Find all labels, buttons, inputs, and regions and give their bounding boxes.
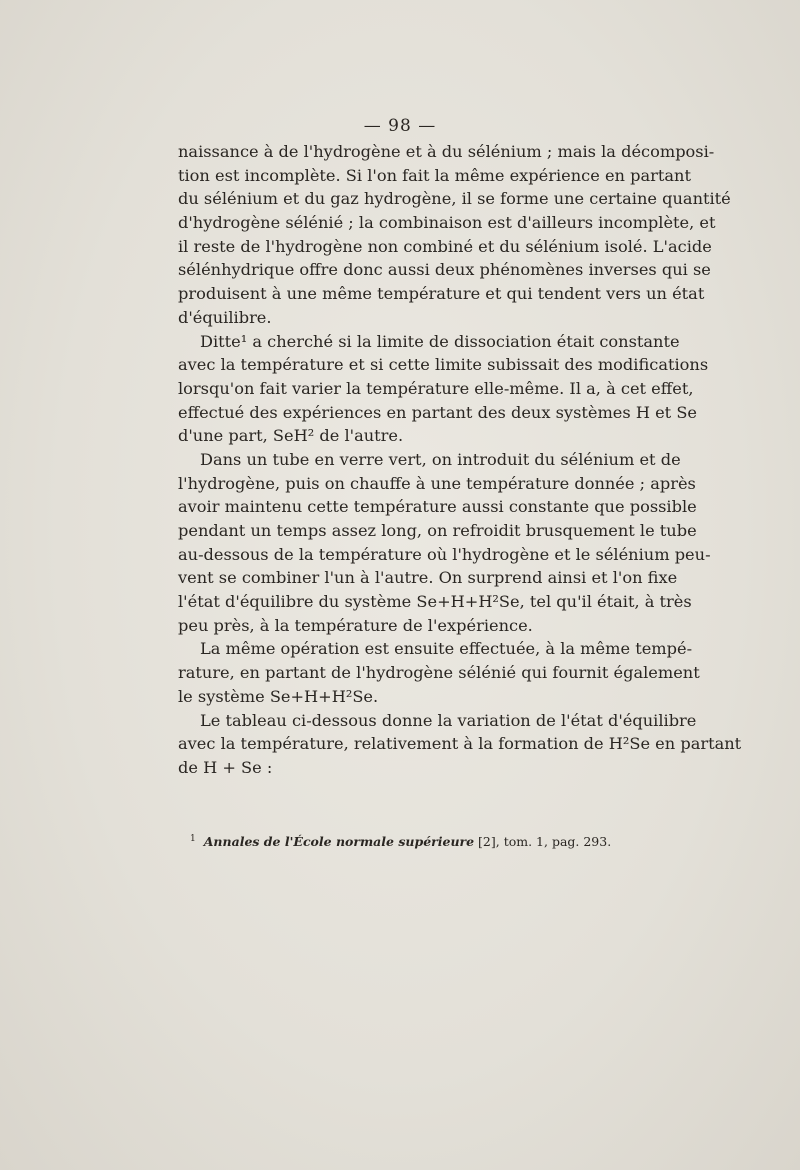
- text-line: de H + Se :: [178, 757, 273, 777]
- text-line: naissance à de l'hydrogène et à du sélénium ; mais la décomposi-: [178, 142, 715, 161]
- text-line: effectué des expériences en partant des deux systèmes H et Se: [178, 402, 698, 422]
- footnote-reference: [2], tom. 1, pag. 293.: [474, 834, 612, 849]
- text-line: au-dessous de la température où l'hydrogène et le sélénium peu-: [178, 544, 711, 564]
- paragraph-3: [178, 448, 711, 638]
- text-line: avec la température, relativement à la formation de H²Se en partant: [178, 734, 742, 754]
- text-line: l'hydrogène, puis on chauffe à une température donnée ; après: [178, 473, 696, 493]
- text-line: pendant un temps assez long, on refroidit brusquement le tube: [178, 521, 697, 540]
- paragraph-5: [178, 709, 742, 780]
- body-text: [178, 140, 742, 780]
- paragraph-4: [178, 637, 700, 708]
- text-line: lorsqu'on fait varier la température elle-même. Il a, à cet effet,: [178, 378, 694, 398]
- text-line: La même opération est ensuite effectuée, à la même tempé-: [200, 639, 693, 659]
- text-line: du sélénium et du gaz hydrogène, il se forme une certaine quantité: [178, 189, 731, 209]
- text-line: avoir maintenu cette température aussi constante que possible: [178, 497, 697, 517]
- text-line: le système Se+H+H²Se.: [178, 686, 379, 706]
- page-number: — 98 —: [363, 116, 437, 136]
- text-line: l'état d'équilibre du système Se+H+H²Se, tel qu'il était, à très: [178, 592, 692, 612]
- text-line: sélénhydrique offre donc aussi deux phénomènes inverses qui se: [178, 260, 711, 280]
- text-line: rature, en partant de l'hydrogène sélénié qui fournit également: [178, 663, 700, 683]
- text-line: Le tableau ci-dessous donne la variation de l'état d'équilibre: [200, 710, 697, 730]
- text-line: il reste de l'hydrogène non combiné et du sélénium isolé. L'acide: [178, 236, 712, 256]
- text-line: d'équilibre.: [178, 307, 272, 327]
- text-line: d'hydrogène sélénié ; la combinaison est d'ailleurs incomplète, et: [178, 213, 716, 233]
- text-line: Ditte¹ a cherché si la limite de dissociation était constante: [200, 331, 680, 351]
- text-line: tion est incomplète. Si l'on fait la même expérience en partant: [178, 165, 691, 185]
- text-line: vent se combiner l'un à l'autre. On surprend ainsi et l'on fixe: [178, 568, 678, 588]
- text-line: avec la température et si cette limite subissait des modifications: [178, 355, 709, 375]
- footnote-marker: 1: [190, 834, 196, 844]
- text-line: Dans un tube en verre vert, on introduit du sélénium et de: [200, 449, 681, 469]
- text-line: peu près, à la température de l'expérience.: [178, 615, 533, 635]
- paragraph-1: [178, 140, 731, 330]
- text-line: d'une part, SeH² de l'autre.: [178, 426, 404, 446]
- paragraph-2: [178, 330, 709, 448]
- footnote-title: Annales de l'École normale supérieure: [203, 834, 475, 849]
- text-line: produisent à une même température et qui tendent vers un état: [178, 284, 705, 304]
- footnote: [190, 834, 670, 849]
